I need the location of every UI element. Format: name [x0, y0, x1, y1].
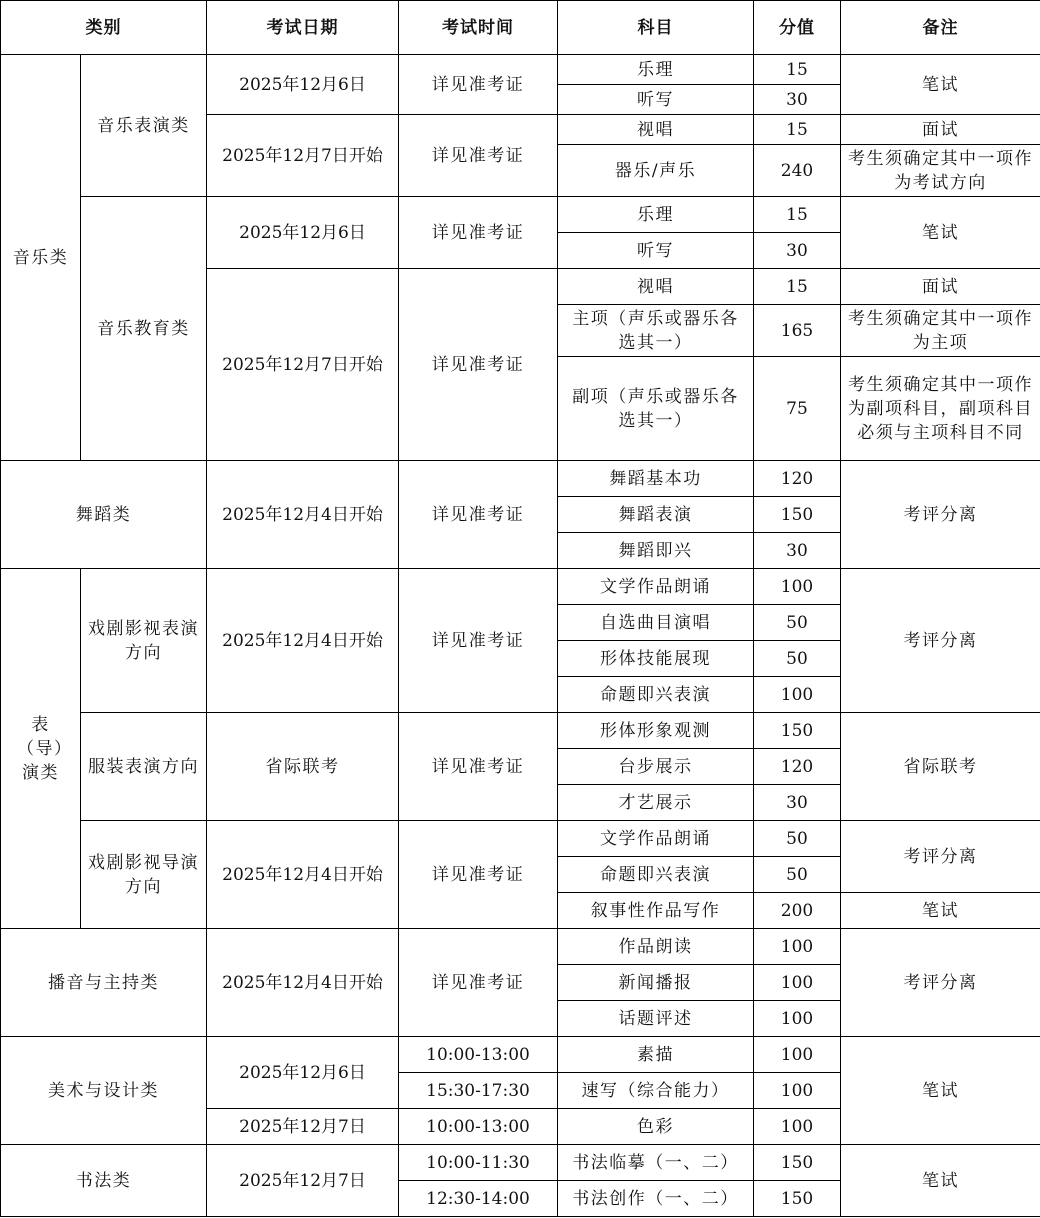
header-row — [1, 1, 1040, 55]
subject: 舞蹈基本功 — [558, 461, 754, 497]
exam-time: 详见准考证 — [399, 115, 558, 197]
category-music: 音乐类 — [1, 55, 81, 461]
score: 100 — [754, 1073, 841, 1109]
table-row — [1, 929, 1040, 965]
score: 15 — [754, 269, 841, 305]
score: 15 — [754, 115, 841, 145]
subject: 叙事性作品写作 — [558, 893, 754, 929]
exam-time: 详见准考证 — [399, 461, 558, 569]
exam-time: 10:00-13:00 — [399, 1037, 558, 1073]
subject: 新闻播报 — [558, 965, 754, 1001]
exam-time: 10:00-11:30 — [399, 1145, 558, 1181]
header-remark: 备注 — [841, 1, 1040, 55]
score: 100 — [754, 965, 841, 1001]
score: 120 — [754, 749, 841, 785]
score: 50 — [754, 821, 841, 857]
remark: 笔试 — [841, 197, 1040, 269]
table-row — [1, 55, 1040, 85]
remark: 笔试 — [841, 893, 1040, 929]
subject: 话题评述 — [558, 1001, 754, 1037]
header-date: 考试日期 — [207, 1, 399, 55]
subject: 书法临摹（一、二） — [558, 1145, 754, 1181]
remark: 考生须确定其中一项作为考试方向 — [841, 145, 1040, 197]
score: 75 — [754, 357, 841, 461]
subject: 作品朗读 — [558, 929, 754, 965]
category-broadcast: 播音与主持类 — [1, 929, 207, 1037]
subject: 乐理 — [558, 197, 754, 233]
subcategory-fashion-performance: 服装表演方向 — [81, 713, 207, 821]
exam-date: 2025年12月4日开始 — [207, 821, 399, 929]
table-row — [1, 461, 1040, 497]
subject: 速写（综合能力） — [558, 1073, 754, 1109]
header-subject: 科目 — [558, 1, 754, 55]
exam-time: 详见准考证 — [399, 269, 558, 461]
remark: 笔试 — [841, 1145, 1040, 1217]
exam-date: 省际联考 — [207, 713, 399, 821]
score: 240 — [754, 145, 841, 197]
exam-time: 详见准考证 — [399, 55, 558, 115]
score: 30 — [754, 85, 841, 115]
category-calligraphy: 书法类 — [1, 1145, 207, 1217]
remark: 考评分离 — [841, 461, 1040, 569]
exam-date: 2025年12月7日 — [207, 1109, 399, 1145]
remark: 面试 — [841, 269, 1040, 305]
subcategory-music-education: 音乐教育类 — [81, 197, 207, 461]
exam-date: 2025年12月6日 — [207, 197, 399, 269]
exam-time: 详见准考证 — [399, 821, 558, 929]
score: 30 — [754, 785, 841, 821]
score: 50 — [754, 857, 841, 893]
score: 50 — [754, 605, 841, 641]
exam-time: 15:30-17:30 — [399, 1073, 558, 1109]
score: 120 — [754, 461, 841, 497]
subject: 台步展示 — [558, 749, 754, 785]
subject: 自选曲目演唱 — [558, 605, 754, 641]
subject: 器乐/声乐 — [558, 145, 754, 197]
subject: 书法创作（一、二） — [558, 1181, 754, 1217]
exam-date: 2025年12月6日 — [207, 55, 399, 115]
exam-time: 10:00-13:00 — [399, 1109, 558, 1145]
header-category: 类别 — [1, 1, 207, 55]
category-acting: 表（导）演类 — [1, 569, 81, 929]
exam-time: 详见准考证 — [399, 569, 558, 713]
subject: 文学作品朗诵 — [558, 569, 754, 605]
remark: 考评分离 — [841, 569, 1040, 713]
category-dance: 舞蹈类 — [1, 461, 207, 569]
table-row — [1, 197, 1040, 233]
score: 165 — [754, 305, 841, 357]
remark: 笔试 — [841, 55, 1040, 115]
score: 30 — [754, 233, 841, 269]
score: 200 — [754, 893, 841, 929]
subject: 色彩 — [558, 1109, 754, 1145]
score: 150 — [754, 713, 841, 749]
subject: 形体技能展现 — [558, 641, 754, 677]
remark: 考生须确定其中一项作为主项 — [841, 305, 1040, 357]
score: 150 — [754, 1145, 841, 1181]
remark: 考评分离 — [841, 929, 1040, 1037]
remark: 面试 — [841, 115, 1040, 145]
table-row — [1, 1037, 1040, 1073]
score: 100 — [754, 569, 841, 605]
subject: 听写 — [558, 85, 754, 115]
score: 100 — [754, 1109, 841, 1145]
subject: 舞蹈即兴 — [558, 533, 754, 569]
remark: 笔试 — [841, 1037, 1040, 1145]
subcategory-drama-performance: 戏剧影视表演方向 — [81, 569, 207, 713]
subject: 视唱 — [558, 115, 754, 145]
score: 100 — [754, 1001, 841, 1037]
score: 100 — [754, 677, 841, 713]
subject: 主项（声乐或器乐各选其一） — [558, 305, 754, 357]
subject: 文学作品朗诵 — [558, 821, 754, 857]
score: 150 — [754, 1181, 841, 1217]
header-score: 分值 — [754, 1, 841, 55]
table-row — [1, 713, 1040, 749]
exam-date: 2025年12月7日开始 — [207, 269, 399, 461]
exam-time: 12:30-14:00 — [399, 1181, 558, 1217]
exam-date: 2025年12月4日开始 — [207, 461, 399, 569]
remark: 省际联考 — [841, 713, 1040, 821]
subcategory-drama-directing: 戏剧影视导演方向 — [81, 821, 207, 929]
remark: 考生须确定其中一项作为副项科目，副项科目必须与主项科目不同 — [841, 357, 1040, 461]
subject: 命题即兴表演 — [558, 677, 754, 713]
subject: 乐理 — [558, 55, 754, 85]
subject: 听写 — [558, 233, 754, 269]
score: 15 — [754, 197, 841, 233]
exam-date: 2025年12月7日 — [207, 1145, 399, 1217]
exam-date: 2025年12月6日 — [207, 1037, 399, 1109]
score: 100 — [754, 1037, 841, 1073]
exam-time: 详见准考证 — [399, 929, 558, 1037]
exam-date: 2025年12月7日开始 — [207, 115, 399, 197]
subcategory-music-performance: 音乐表演类 — [81, 55, 207, 197]
exam-time: 详见准考证 — [399, 197, 558, 269]
exam-date: 2025年12月4日开始 — [207, 929, 399, 1037]
score: 50 — [754, 641, 841, 677]
score: 100 — [754, 929, 841, 965]
subject: 命题即兴表演 — [558, 857, 754, 893]
table-row — [1, 821, 1040, 857]
subject: 素描 — [558, 1037, 754, 1073]
subject: 形体形象观测 — [558, 713, 754, 749]
header-time: 考试时间 — [399, 1, 558, 55]
category-art-design: 美术与设计类 — [1, 1037, 207, 1145]
exam-time: 详见准考证 — [399, 713, 558, 821]
subject: 副项（声乐或器乐各选其一） — [558, 357, 754, 461]
exam-date: 2025年12月4日开始 — [207, 569, 399, 713]
table-row — [1, 569, 1040, 605]
subject: 舞蹈表演 — [558, 497, 754, 533]
remark: 考评分离 — [841, 821, 1040, 893]
score: 15 — [754, 55, 841, 85]
score: 150 — [754, 497, 841, 533]
table-row — [1, 1145, 1040, 1181]
subject: 才艺展示 — [558, 785, 754, 821]
subject: 视唱 — [558, 269, 754, 305]
score: 30 — [754, 533, 841, 569]
